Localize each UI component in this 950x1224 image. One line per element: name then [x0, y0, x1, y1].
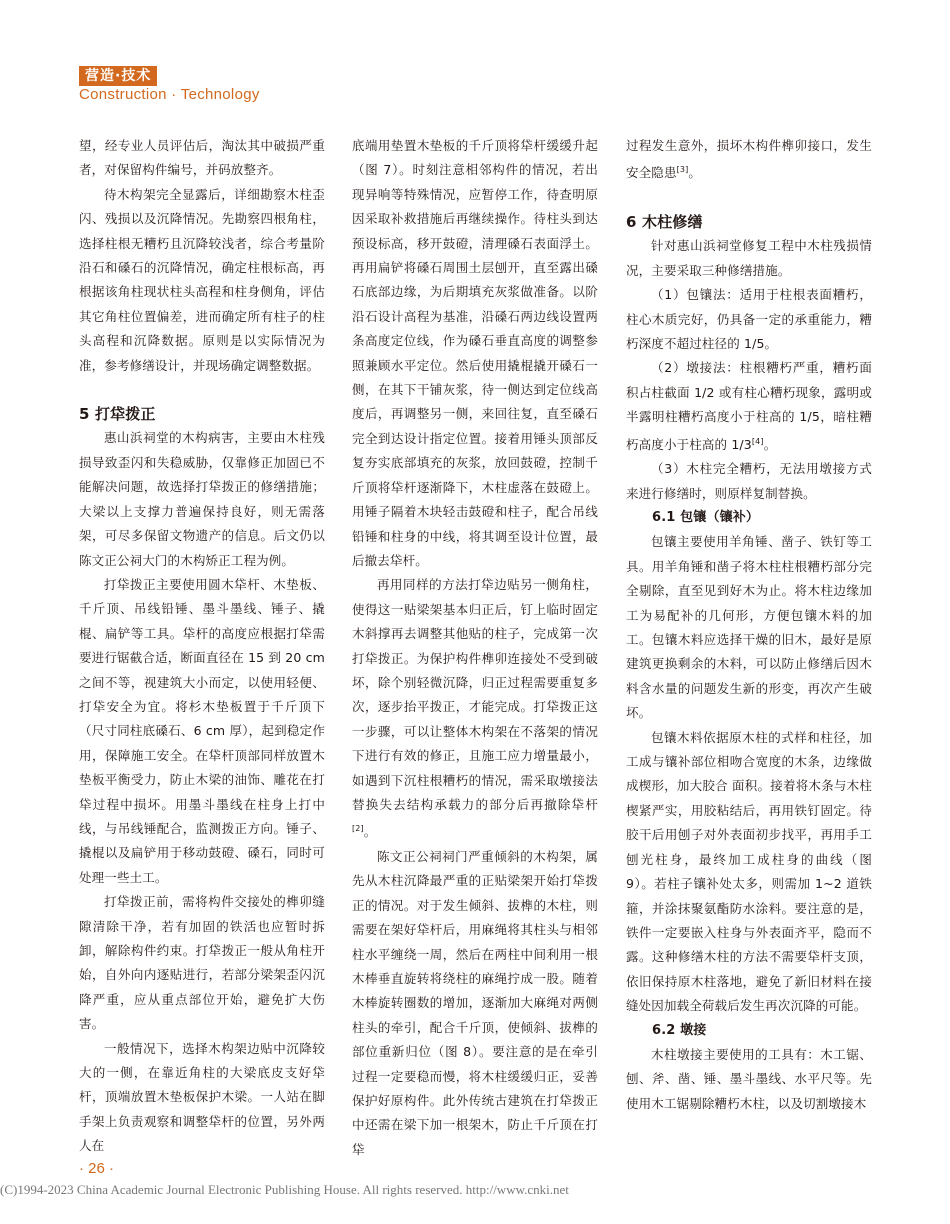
citation-4: [4]	[751, 436, 764, 446]
paragraph: 包镶主要使用羊角锤、凿子、铁钉等工具。用羊角锤和凿子将木柱柱根糟朽部分完全剔除，直至见到好木为止。将木柱边缘加工为易配补的几何形，方便包镶木料的加工。包镶木料应选择干燥的旧木，最好是原建筑更换剩余的木料，可以防止修缮后因木料含水量的问题发生新的形变，再次产生破坏。	[626, 534, 872, 721]
text-column-3	[626, 134, 872, 1116]
paragraph: 包镶木料依据原木柱的式样和柱径，加工成与镶补部位相吻合宽度的木条，边缘做成楔形，加大胶合 面积。接着将木条与木柱楔紧严实，用胶粘结后，再用铁钉固定。待胶干后用刨子对外表面初步找平，再用手工刨光柱身，最终加工成柱身的曲线（图 9）。若柱子镶补处太多，则需加 1~2 道铁箍，并涂抹聚氨酯防水涂料。要注意的是，铁件一定要嵌入柱身与外表面齐平，隐而不露。这种修缮木柱的方法不需要牮杆支顶，依旧保持原木柱落地，避免了新旧材料在接缝处因加载全荷载后发生再次沉降的可能。	[626, 729, 872, 1014]
paragraph-text: 再用同样的方法打牮边贴另一侧角柱，使得这一贴梁架基本归正后，钉上临时固定木斜撑再去调整其他贴的柱子，完成第一次打牮拨正。为保护构件榫卯连接处不受到破坏，除个别轻微沉降，归正过程需要重复多次，逐步抬平拨正，才能完成。打牮拨正这一步骤，可以让整体木构架在不落架的情况下进行有效的修正，且施工应力增量最小，如遇到下沉柱根糟朽的情况，需采取墩接法替换失去结构承载力的部分后再撤除牮杆	[352, 577, 598, 812]
citation-2: [2]	[352, 824, 364, 834]
paragraph-end: 。	[363, 824, 377, 840]
paragraph	[626, 134, 872, 186]
text-column-2	[352, 134, 598, 1162]
paragraph	[352, 573, 598, 845]
paragraph: 木柱墩接主要使用的工具有：木工锯、刨、斧、凿、锤、墨斗墨线、水平尺等。先使用木工锯剔除糟朽木柱，以及切割墩接木	[626, 1046, 872, 1111]
section-label-en: Construction · Technology	[79, 86, 260, 103]
paragraph: 待木构架完全显露后，详细勘察木柱歪闪、残损以及沉降情况。先勘察四根角柱，选择柱根无糟朽且沉降较浅者，综合考量阶沿石和磉石的沉降情况，确定柱根标高，再根据该角柱现状柱头高程和柱身侧角，评估其它角柱位置偏差，进而确定所有柱子的柱头高程和沉降数据。原则是以实际情况为准，参考修缮设计，并现场确定调整数据。	[79, 186, 325, 373]
copyright-notice: (C)1994-2023 China Academic Journal Electronic Publishing House. All rights reserved. http://www.cnki.net	[0, 1182, 569, 1197]
paragraph: 底端用垫置木垫板的千斤顶将牮杆缓缓升起（图 7）。时刻注意相邻构件的情况，若出现异响等特殊情况，应暂停工作，待查明原因采取补救措施后再继续操作。待柱头到达预设标高，移开鼓磴，清理磉石表面浮土。再用扁铲将磉石周围土层刨开，直至露出磉石底部边缘，为后期填充灰浆做准备。以阶沿石设计高程为基准，沿磉石两边线设置两条高度定位线，作为磉石垂直高度的调整参照兼顾水平定位。然后使用撬棍撬开磉石一侧，在其下干铺灰浆，待一侧达到定位线高度后，再调整另一侧，来回往复，直至磉石完全到达设计指定位置。接着用锤头顶部反复夯实底部填充的灰浆，放回鼓磴，控制千斤顶将牮杆逐渐降下，木柱虚落在鼓磴上。用锤子隔着木块轻击鼓磴和柱子，配合吊线铅锤和柱身的中线，将其调至设计位置，最后撤去牮杆。	[352, 138, 598, 568]
page-number: · 26 ·	[79, 1160, 115, 1177]
paragraph: （1）包镶法：适用于柱根表面糟朽，柱心木质完好，仍具备一定的承重能力，糟朽深度不超过柱径的 1/5。	[626, 287, 872, 351]
paragraph: 望，经专业人员评估后，淘汰其中破损严重者，对保留构件编号，并码放整齐。	[79, 138, 325, 178]
paragraph-end: 。	[688, 165, 702, 181]
paragraph-text: 过程发生意外，损坏木构件榫卯接口，发生安全隐患	[626, 138, 872, 181]
paragraph: 陈文正公祠祠门严重倾斜的木构架，属先从木柱沉降最严重的正贴梁架开始打牮拨正的情况。对于发生倾斜、拔榫的木柱，则需要在架好牮杆后，用麻绳将其柱头与相邻柱水平缠绕一周，然后在两柱中间利用一根木棒垂直旋转将绕柱的麻绳拧成一股。随着木棒旋转圈数的增加，逐渐加大麻绳对两侧柱头的牵引，配合千斤顶，使倾斜、拔榫的部位重新归位（图 8）。要注意的是在牵引过程一定要稳而慢，将木柱缓缓归正，妥善保护好原构件。此外传统古建筑在打牮拨正中还需在梁下加一根架木，防止千斤顶在打牮	[352, 848, 598, 1157]
section-label-cn: 营造·技术	[79, 66, 157, 86]
paragraph	[626, 356, 872, 457]
citation-3: [3]	[676, 165, 689, 175]
paragraph: 打牮拨正主要使用圆木牮杆、木垫板、千斤顶、吊线铅锤、墨斗墨线、锤子、撬棍、扁铲等工具。牮杆的高度应根据打牮需要进行锯截合适，断面直径在 15 到 20 cm 之间不等，视建筑大小而定，以使用轻便、打牮安全为宜。将杉木垫板置于千斤顶下（尺寸同柱底磉石、6 cm 厚），起到稳定作用，保障施工安全。在牮杆顶部同样放置木垫板平衡受力，防止木梁的油饰、雕花在打牮过程中损坏。用墨斗墨线在柱身上打中线，与吊线锤配合，监测拨正方向。锤子、撬棍以及扁铲用于移动鼓磴、磉石，同时可处理一些土工。	[79, 576, 325, 885]
paragraph: 一般情况下，选择木构架边贴中沉降较大的一侧，在靠近角柱的大梁底皮支好牮杆，顶端放置木垫板保护木梁。一人站在脚手架上负责观察和调整牮杆的位置，另外两人在	[79, 1040, 325, 1154]
section-heading-5: 5 打牮拨正	[79, 405, 156, 424]
paragraph-end: 。	[763, 436, 777, 452]
section-heading-6: 6 木柱修缮	[626, 212, 703, 231]
paragraph-text: （2）墩接法：柱根糟朽严重，糟朽面积占柱截面 1/2 或有柱心糟朽现象，露明或半露明柱糟朽高度小于柱高的 1/5，暗柱糟朽高度小于柱高的 1/3	[626, 360, 872, 452]
subsection-heading-6-2: 6.2 墩接	[652, 1022, 707, 1038]
text-column-1	[79, 134, 325, 1159]
paragraph: 打牮拨正前，需将构件交接处的榫卯缝隙清除干净，若有加固的铁活也应暂时拆卸，解除构件约束。打牮拨正一般从角柱开始，自外向内逐贴进行，若部分梁架歪闪沉降严重，应从重点部位开始，避免扩大伤害。	[79, 894, 325, 1032]
subsection-heading-6-1: 6.1 包镶（镶补）	[652, 510, 760, 525]
paragraph: 针对惠山浜祠堂修复工程中木柱残损情况，主要采取三种修缮措施。	[626, 238, 872, 278]
paragraph: 惠山浜祠堂的木构病害，主要由木柱残损导致歪闪和失稳威胁，仅靠修正加固已不能解决问题，故选择打牮拨正的修缮措施；大梁以上支撑力普遍保持良好，则无需落架，可尽多保留文物遗产的信息。后文仍以陈文正公祠大门的木构矫正工程为例。	[79, 430, 325, 568]
paragraph: （3）木柱完全糟朽，无法用墩接方式来进行修缮时，则原样复制替换。	[626, 461, 872, 501]
